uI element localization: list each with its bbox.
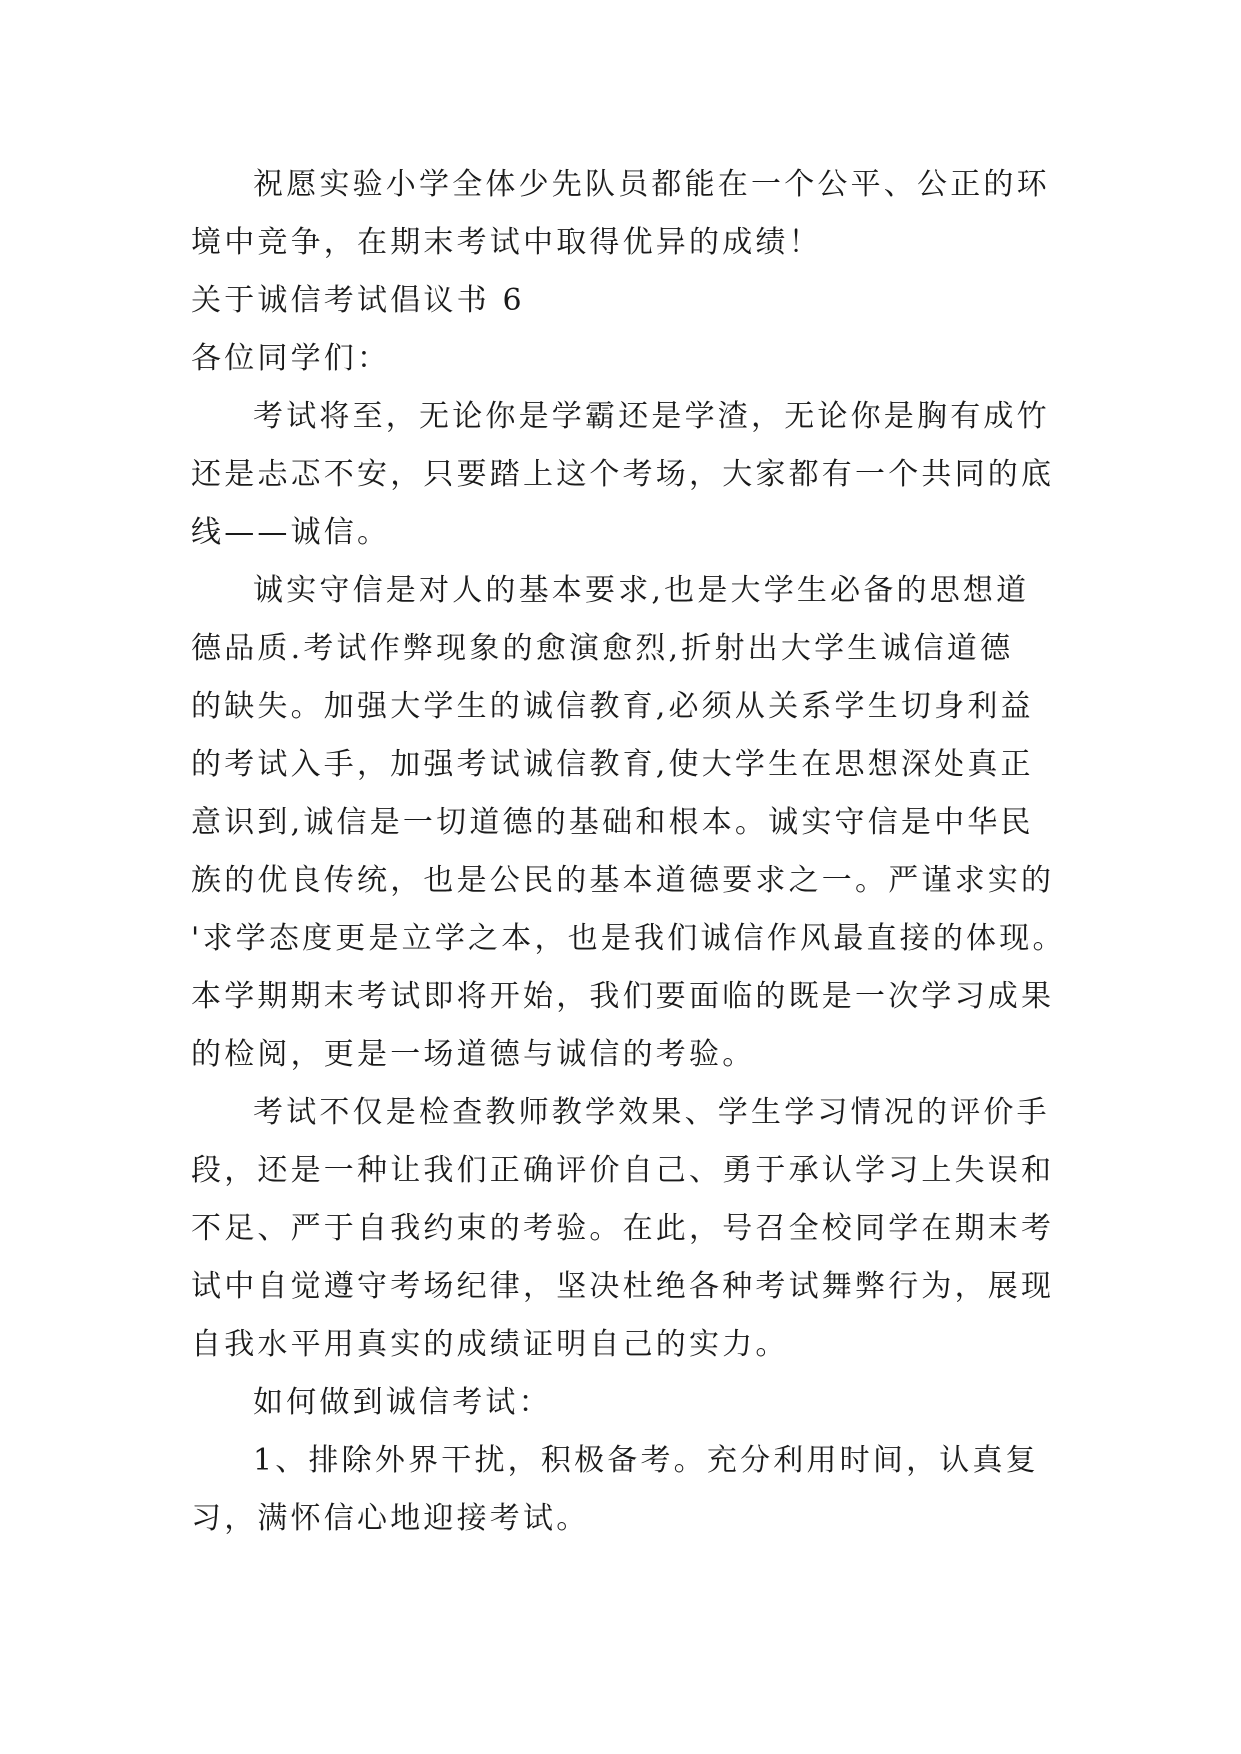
paragraph-line: 祝愿实验小学全体少先队员都能在一个公平、公正的环 xyxy=(253,167,1050,202)
paragraph-line: 不足、严于自我约束的考验。在此，号召全校同学在期末考 xyxy=(191,1211,1055,1246)
list-item: 1、排除外界干扰，积极备考。充分利用时间，认真复 xyxy=(253,1443,1039,1478)
paragraph-line: 意识到,诚信是一切道德的基础和根本。诚实守信是中华民 xyxy=(191,805,1034,840)
paragraph-line: 自我水平用真实的成绩证明自己的实力。 xyxy=(191,1327,789,1362)
salutation: 各位同学们： xyxy=(191,341,391,376)
paragraph-line: 本学期期末考试即将开始，我们要面临的既是一次学习成果 xyxy=(191,979,1055,1014)
paragraph-line: 考试将至，无论你是学霸还是学渣，无论你是胸有成竹 xyxy=(253,399,1050,434)
section-title: 关于诚信考试倡议书 6 xyxy=(191,283,525,318)
paragraph-line: 德品质.考试作弊现象的愈演愈烈,折射出大学生诚信道德 xyxy=(191,631,1014,666)
paragraph-line: 试中自觉遵守考场纪律，坚决杜绝各种考试舞弊行为，展现 xyxy=(191,1269,1055,1304)
paragraph-line: 的考试入手，加强考试诚信教育,使大学生在思想深处真正 xyxy=(191,747,1034,782)
paragraph-line: 境中竞争，在期末考试中取得优异的成绩！ xyxy=(191,225,822,260)
paragraph-line: 族的优良传统，也是公民的基本道德要求之一。严谨求实的 xyxy=(191,863,1055,898)
paragraph-line: 的检阅，更是一场道德与诚信的考验。 xyxy=(191,1037,756,1072)
paragraph-line: 线——诚信。 xyxy=(191,515,391,550)
list-heading: 如何做到诚信考试： xyxy=(253,1385,552,1420)
paragraph-line: 的缺失。加强大学生的诚信教育,必须从关系学生切身利益 xyxy=(191,689,1034,724)
paragraph-line: '求学态度更是立学之本，也是我们诚信作风最直接的体现。 xyxy=(191,921,1066,956)
paragraph-line: 还是忐忑不安，只要踏上这个考场，大家都有一个共同的底 xyxy=(191,457,1055,492)
paragraph-line: 诚实守信是对人的基本要求,也是大学生必备的思想道 xyxy=(253,573,1030,608)
document-body xyxy=(191,156,1071,1548)
list-item-continuation: 习，满怀信心地迎接考试。 xyxy=(191,1501,590,1536)
paragraph-line: 段，还是一种让我们正确评价自己、勇于承认学习上失误和 xyxy=(191,1153,1055,1188)
paragraph-line: 考试不仅是检查教师教学效果、学生学习情况的评价手 xyxy=(253,1095,1050,1130)
